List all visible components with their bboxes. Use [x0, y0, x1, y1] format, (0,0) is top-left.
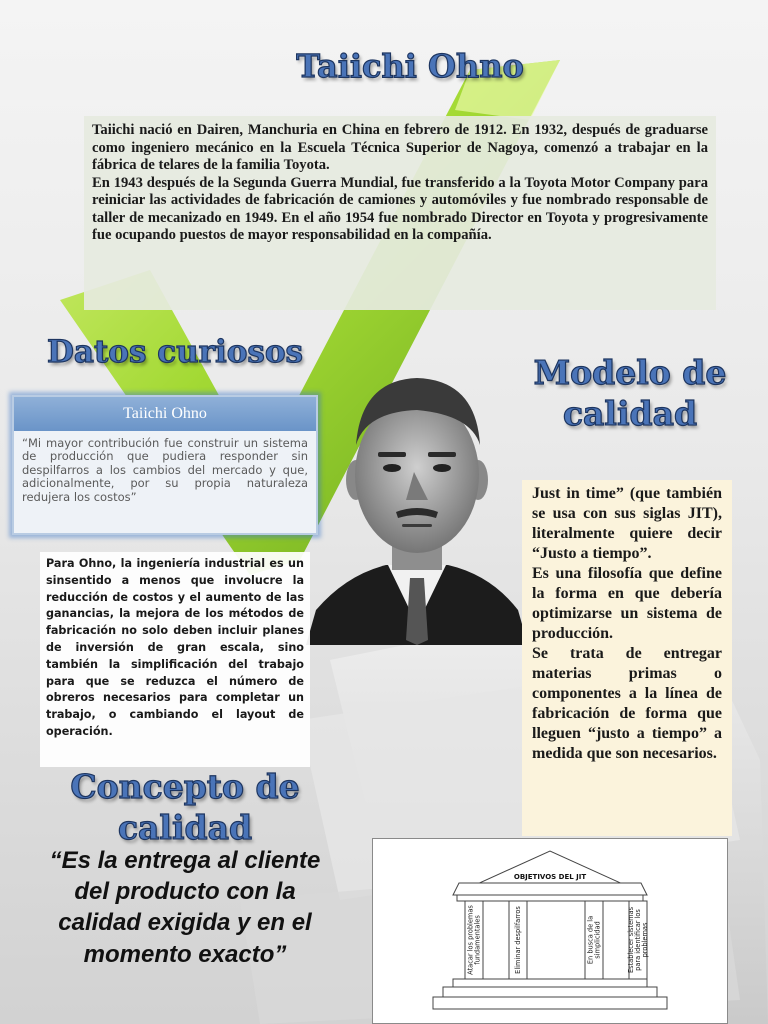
temple-base-step-2	[443, 987, 657, 997]
temple-roof-label: OBJETIVOS DEL JIT	[513, 873, 587, 881]
quote-panel-header: Taiichi Ohno	[14, 397, 316, 431]
concepto-de-calidad-heading: Concepto de calidad	[70, 767, 300, 848]
ohno-note-text: Para Ohno, la ingeniería industrial es un sinsentido a menos que involucre la reducción de costos y el aumento de las ganancias, la mejora de los métodos de fabricación no solo deben incluir planes de inversión de gran escala, sino también la simplificación del trabajo para que se reduzca el número de obreros necesarios para completar un trabajo, o cambiando el layout de operación.	[46, 557, 304, 738]
datos-curiosos-heading: Datos curiosos	[47, 334, 303, 370]
temple-pillar-label: En busca de lasimplicidad	[586, 915, 602, 965]
ohno-industrial-note	[40, 552, 310, 767]
quality-definition-quote: “Es la entrega al cliente del producto con la calidad exigida y en el momento exacto”	[49, 847, 321, 968]
jit-description-box	[522, 480, 732, 836]
jit-temple-diagram	[372, 838, 728, 1024]
temple-pillar-label: Establecer sistemaspara identificar losproblemas	[627, 906, 650, 974]
biography-paragraph-1: Taiichi nació en Dairen, Manchuria en China en febrero de 1912. En 1932, después de graduarse como ingeniero mecánico en la Escuela Técnica Superior de Nagoya, comenzó a trabajar en la fábrica de telares de la familia Toyota.	[92, 122, 708, 173]
page-title: Taiichi Ohno	[296, 47, 524, 85]
temple-roof-band	[453, 883, 647, 895]
quote-panel-text: “Mi mayor contribución fue construir un sistema de producción que pudiera responder sin despilfarros a los cambios del mercado y que, adicionalmente, por su propia naturaleza redujera los costos”	[22, 436, 308, 504]
biography-box	[84, 116, 716, 310]
temple-base-step-3	[433, 997, 667, 1009]
modelo-de-calidad-heading: Modelo de calidad	[533, 353, 727, 434]
temple-base-step-1	[453, 979, 647, 987]
temple-pillar-label: Eliminar despilfarros	[514, 906, 523, 974]
jit-paragraph-3: Se trata de entregar materias primas o componentes a la línea de fabricación de forma que lleguen “justo a tiempo” a medida que son necesarios.	[532, 645, 722, 762]
jit-paragraph-1: Just in time” (que también se usa con sus siglas JIT), literalmente quiere decir “Justo a tiempo”.	[532, 485, 722, 562]
ohno-quote-panel	[12, 395, 318, 535]
portrait-image	[306, 360, 528, 645]
biography-paragraph-2: En 1943 después de la Segunda Guerra Mundial, fue transferido a la Toyota Motor Company para reiniciar las actividades de fabricación de camiones y automóviles y fue nombrado responsable de taller de mecanizado en 1949. En el año 1954 fue nombrado Director en Toyota y progresivamente fue ocupando puestos de mayor responsabilidad en la compañía.	[92, 174, 708, 243]
temple-pillar-label: Atacar los problemasfundamentales	[466, 905, 482, 975]
jit-paragraph-2: Es una filosofía que define la forma en que debería optimizarse un sistema de producción.	[532, 565, 722, 642]
